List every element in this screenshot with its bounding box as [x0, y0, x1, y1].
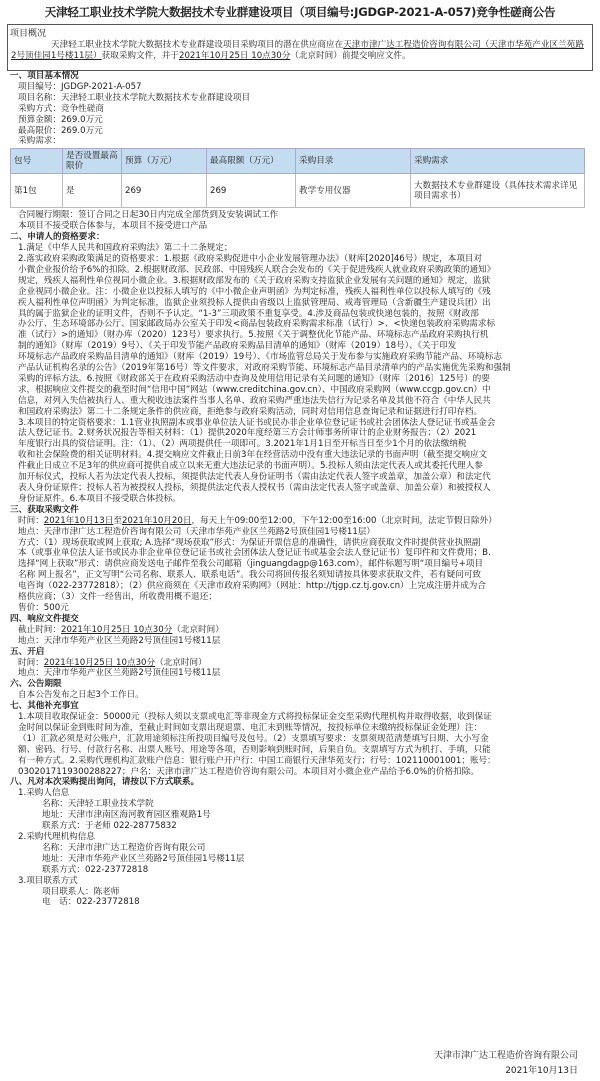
s8-line: 地址：天津市华苑产业区兰苑路2号顶佳园1号楼11层	[42, 853, 245, 864]
s1-line: 采购方式：竞争性磋商	[18, 103, 104, 114]
table-cell: 269	[122, 174, 207, 208]
s2-line: 表人身份证原件；投标人若为被授权人投标，须提供法定代表人授权书（需由法定代表人签字或盖章、加盖公章）和被授权人	[18, 483, 491, 493]
s3-end-date: 2021年10月20日	[121, 515, 192, 526]
overview-text-e: （北京时间）前提交响应文件。	[290, 51, 411, 61]
s8-line: 名称：天津市津广达工程造价咨询有限公司	[42, 842, 206, 853]
s7-line: 有一种方式。2.采购代理机构汇款账户信息：银行账户开户行：中国工商银行天津华苑支行；行号：102110001001；账号：	[18, 755, 496, 766]
s3-body	[10, 516, 592, 614]
s8-sub-heading: 2.采购代理机构信息	[18, 832, 95, 842]
s3-start-date: 2021年10月13日	[43, 515, 114, 526]
s7-body	[10, 712, 592, 777]
overview-text	[11, 40, 589, 62]
signature-org: 天津市津广达工程造价咨询有限公司	[433, 1051, 578, 1061]
s3-time	[18, 516, 592, 527]
page-title: 天津轻工职业技术学院大数据技术专业群建设项目（项目编号:JGDGP-2021-A-057)竞争性磋商公告	[44, 5, 556, 19]
s2-line: 规定，残疾人福利性单位视同小微企业。3.根据财政部发布的《关于政府采购支持监狱企业发展有关问题的通知》规定，监狱	[18, 275, 491, 286]
s2-line: 3.本项目的特定资格要求：1.1营业执照副本或事业单位法人证书或民办非企业单位登记证书或社会团体法人登记证书或基金会	[18, 417, 496, 428]
s7-line: 额、密码、行号、付款行名称、出票人账号、用途等各项，否则影响到账时间，后果自负。支票填写方式为机打、手填，只能	[18, 744, 491, 755]
s5-place: 地点：天津市华苑产业区兰苑路2号顶佳园1号楼11层	[18, 668, 221, 679]
s8-line: 地址：天津市津南区海河教育园区雅观路1号	[42, 810, 211, 821]
s4-deadline-tz: （北京时间）	[172, 624, 224, 635]
s2-line: 环境标志产品政府采购品目清单的通知》（财库（2019）19号）、《市场监管总局关于发布参与实施政府采购节能产品、环境标志	[18, 352, 502, 363]
s8-heading: 八、凡对本次采购提出询问，请按以下方式联系。	[10, 777, 200, 788]
s3-price: 售价：500元	[18, 602, 69, 613]
overview-heading: 项目概况	[10, 29, 47, 39]
table-cell: 教学专用仪器	[296, 174, 411, 208]
s6-heading: 六、公告期限	[10, 679, 62, 690]
s4-body	[10, 625, 592, 647]
s2-line: 办公厅、生态环境部办公厅、国家邮政局办公室关于印发<商品包装政府采购需求标准（试行）>、<快递包装政府采购需求标	[18, 319, 496, 330]
package-table	[10, 148, 585, 208]
s3-line: 选择“网上获取”形式：请供应商发送电子邮件至我公司邮箱（jinguangdagp@163.com），邮件标题写明“项目编号+项目	[18, 559, 484, 570]
s2-line: 2.落实政府采购政策满足的资格要求：1.根据《政府采购促进中小企业发展管理办法》（财库[2020]46号）规定，本项目对	[18, 253, 483, 264]
notice-content	[10, 71, 592, 908]
s1-info	[10, 82, 592, 147]
s8-line: 项目联系人：陈老师	[42, 886, 120, 897]
s3-line: 方式：（1）现场获取或网上获取; A.选择“现场获取”形式：为保证开票信息的准确性，请供应商获取文件时提供营业执照副	[18, 537, 481, 548]
s2-line: 和国政府采购法》第二十二条规定条件的供应商，拒绝参与政府采购活动，同时对信用信息查询记录和证据进行打印存档。	[18, 406, 483, 417]
s2-line: 法人登记证书。2.财务状况报告等相关材料：（1）提供2020年度经第三方会计师事务所审计的企业财务报告；（2）2021	[18, 428, 477, 439]
s8-line: 联系方式：于老师 022-28775832	[42, 821, 177, 832]
s7-line: （1）汇款必须是对公账户，汇款用途须标注所投项目编号及包号。（2）支票填写要求：支票须规范清楚填写日期、大小写金	[18, 733, 489, 744]
s2-body	[10, 243, 592, 505]
s2-line: 产品认证机构名录的公告》（2019年第16号）等文件要求，对政府采购节能、环境标志产品目录清单内的产品实施优先采购和强制	[18, 363, 511, 374]
s2-line: 准（试行）>的通知》（财办库（2020）123号）要求执行。5.按照《关于调整优化节能产品、环境标志产品政府采购执行机	[18, 330, 489, 341]
signature-date: 2021年10月13日	[505, 1066, 578, 1076]
s7-line: 1.本项目收取保证金：50000元（投标人须以支票或电汇等非现金方式将投标保证金交至采购代理机构并取得收据，收到保证	[18, 712, 492, 723]
s3-line: 电咨询（022-23772818）；（2）供应商须在《天津市政府采购网》（网址：http://tjgp.cz.tj.gov.cn）上完成注册并成为合	[18, 581, 486, 592]
table-header-cell: 采购需求	[411, 149, 585, 174]
s2-line: 制的通知》（财库（2019）9号）、《关于印发节能产品政府采购品目清单的通知》（财库（2019）18号）、《关于印发	[18, 341, 457, 352]
s1-after-line: 合同履行期限：签订合同之日起30日内完成全部货到及安装调试工作	[18, 210, 279, 221]
table-header-cell: 是否设置最高限价	[63, 149, 122, 174]
s1-line: 预算金额：269.0万元	[18, 114, 103, 125]
s8-sub-heading: 1.采购人信息	[18, 788, 70, 799]
overview-text-c: 获取采购文件，并于	[101, 51, 179, 61]
overview-text-a: 天津轻工职业技术学院大数据技术专业群建设项目采购项目的潜在供应商应在	[51, 40, 344, 50]
s8-sub-heading: 3.项目联系方式	[18, 875, 78, 886]
s1-line: 项目名称：天津轻工职业技术学院大数据技术专业群建设项目	[18, 92, 251, 103]
s2-line: 采购的评标方法。6.按照《财政部关于在政府采购活动中查询及使用信用记录有关问题的通知》（财库〔2016〕125号）的要	[18, 373, 490, 384]
s5-heading: 五、开启	[10, 646, 45, 657]
s4-deadline-label: 截止时间：	[18, 624, 61, 635]
s2-line: 身份证原件。6.本项目不接受联合体投标。	[18, 493, 181, 504]
table-cell: 269	[207, 174, 296, 208]
s2-line: 求，根据响应文件提交的截至时间“信用中国”网站（www.creditchina.gov.cn）、中国政府采购网（www.ccgp.gov.cn）中	[18, 384, 491, 395]
table-row	[11, 174, 585, 208]
s2-line: 收和社会保险费的相关证明材料。4.提交响应文件截止日前3年在经营活动中没有重大违法记录的书面声明（截至提交响应文	[18, 450, 488, 461]
s3-line: 名称 网上报名”，正文写明“公司名称、联系人、联系电话”。我公司将回传报名须知请按具体要求获取文件，若有疑问可致	[18, 570, 481, 581]
table-header-row	[11, 149, 585, 174]
s4-deadline	[18, 625, 592, 636]
s8-body	[10, 788, 592, 908]
s6-text: 自本公告发布之日起3个工作日。	[18, 690, 144, 701]
s1-after-line: 本项目不接受联合体参与，本项目不接受进口产品	[18, 221, 208, 232]
s5-time-tz: （北京时间）	[155, 657, 207, 668]
s5-time-label: 时间：	[18, 657, 44, 668]
s2-line: 件截止日成立不足3年的供应商可提供自成立以来无重大违法记录的书面声明）。5.投标人须由法定代表人或其委托代理人参	[18, 461, 483, 472]
table-header-cell: 最高限额（万元）	[207, 149, 296, 174]
s2-line: 小微企业报价给予6%的扣除。2.根据财政部、民政部、中国残疾人联合会发布的《关于促进残疾人就业政府采购政策的通知》	[18, 264, 496, 275]
s2-line: 疾人福利性单位声明函》为判定标准，监狱企业须投标人提供由省级以上监狱管理局、戒毒管理局（含新疆生产建设兵团）出	[18, 297, 491, 308]
overview-box	[7, 24, 593, 71]
s5-body	[10, 658, 592, 680]
s5-time	[18, 658, 592, 669]
s4-heading: 四、响应文件提交	[10, 613, 79, 624]
s2-line: 企业视同小微企业。注：小微企业以投标人填写的《中小微企业声明函》为判定标准，残疾人福利性单位以投标人填写的《残	[18, 286, 491, 297]
overview-place: 天津市津广达工程造价咨询有限公司（天津市华苑产业区兰苑路2号顶佳园1号楼11层）	[11, 40, 584, 61]
s8-line: 联系方式：022-23772818	[42, 864, 149, 875]
s3-line: 地点：天津市津广达工程造价咨询有限公司（天津市华苑产业区兰苑路2号顶佳园1号楼11层）	[18, 526, 376, 537]
table-cell: 大数据技术专业群建设（具体技术需求详见项目需求书）	[411, 174, 585, 208]
s7-line: 金时间以保证金到账时间为准，至截止时间如支票出现退票、电汇未到账等情况，按投标单位未缴纳投标保证金处理）注：	[18, 722, 483, 733]
s2-line: 具的属于监狱企业的证明文件，否则不予认定。“1-3”三项政策不重复享受。4.涉及商品包装或快递包装的，按照《财政部	[18, 308, 479, 319]
table-header-cell: 采购目录	[296, 149, 411, 174]
s2-line: 加开标仪式，投标人若为法定代表人投标，须提供法定代表人身份证明书（需由法定代表人签字或盖章，加盖公章）和法定代	[18, 472, 491, 483]
s1-heading: 一、项目基本情况	[10, 71, 79, 81]
s2-line: 1.满足《中华人民共和国政府采购法》第二十二条规定；	[18, 243, 233, 254]
table-header-cell: 包号	[11, 149, 63, 174]
s1-line: 采购需求：	[18, 136, 61, 147]
s5-time-value: 2021年10月25日 10点30分	[43, 657, 156, 668]
table-cell: 是	[63, 174, 122, 208]
s4-deadline-value: 2021年10月25日 10点30分	[60, 624, 173, 635]
s8-line: 名称：天津轻工职业技术学院	[42, 799, 154, 810]
s3-line: 本（或事业单位法人证书或民办非企业单位登记证书或社会团体法人登记证书或基金会法人登记证书）复印件和文件费用；B.	[18, 548, 491, 559]
s3-time-to: 至	[113, 515, 122, 526]
s3-line: 格供应商；（3）文件一经售出，所收费用概不退还；	[18, 592, 217, 603]
s3-time-label: 时间：	[18, 515, 44, 526]
s3-time-hours: ，每天上午09:00至12:00，下午12:00至16:00（北京时间，法定节假日除外）	[191, 515, 497, 526]
s2-line: 年度银行出具的资信证明。注：（1）、（2）两项提供任一项即可。3.2021年1月1日至开标当日至少1个月的依法缴纳税	[18, 439, 467, 450]
s8-line: 电 话：022-23772818	[42, 897, 140, 908]
s1-line: 项目编号：JGDGP-2021-A-057	[18, 81, 142, 92]
table-header-cell: 预算（万元）	[122, 149, 207, 174]
s7-line: 0302017119300288227；户名：天津市津广达工程造价咨询有限公司。本项目对小微企业产品给予6.0%的价格扣除。	[18, 766, 479, 777]
s2-heading: 二、申请人的资格要求：	[10, 232, 105, 243]
s4-place: 地点：天津市华苑产业区兰苑路2号顶佳园1号楼11层	[18, 635, 221, 646]
s3-heading: 三、获取采购文件	[10, 504, 79, 515]
s7-heading: 七、其他补充事宜	[10, 701, 79, 712]
s1-line: 最高限价：269.0万元	[18, 125, 103, 136]
table-cell: 第1包	[11, 174, 63, 208]
s1-after	[10, 210, 592, 232]
overview-deadline: 2021年10月25日 10点30分	[178, 51, 291, 61]
s2-line: 信息，对列入失信被执行人、重大税收违法案件当事人名单、政府采购严重违法失信行为记录名单及其他不符合《中华人民共	[18, 395, 491, 406]
